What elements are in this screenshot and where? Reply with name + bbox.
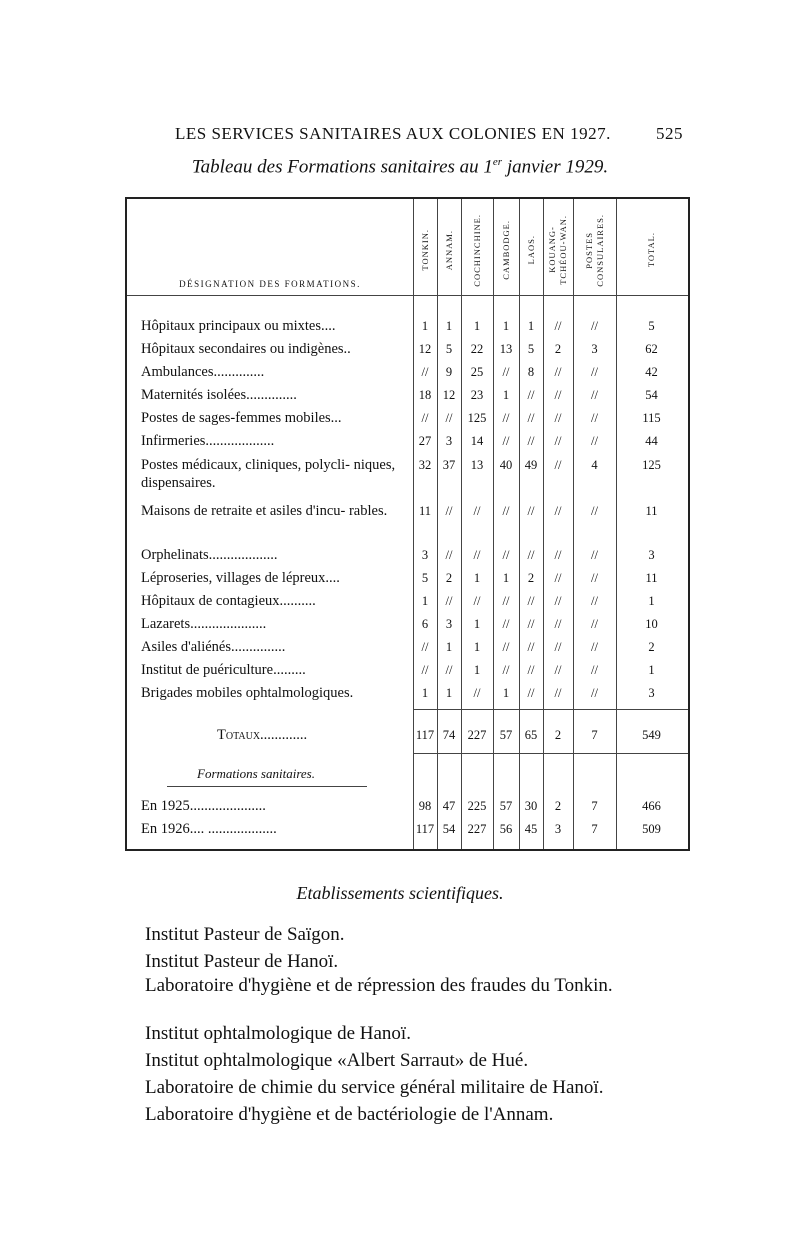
formations-table	[125, 197, 690, 851]
table-cell: //	[421, 365, 429, 379]
table-cell: //	[421, 640, 429, 654]
table-cell: 6	[421, 617, 429, 631]
table-cell: //	[421, 663, 429, 677]
row-label: Maisons de retraite et asiles d'incu- rables.	[141, 503, 388, 519]
table-cell: //	[554, 365, 562, 379]
row-label: Hôpitaux de contagieux..........	[141, 593, 316, 609]
table-cell: 5	[648, 319, 655, 333]
table-row	[127, 592, 688, 612]
table-cell: 1	[648, 594, 655, 608]
table-row	[127, 615, 688, 635]
table-cell: 25	[470, 365, 484, 379]
table-cell: 125	[642, 458, 661, 472]
table-cell: 2	[648, 640, 655, 654]
table-cell: 30	[524, 799, 538, 813]
table-cell: 227	[467, 822, 487, 836]
table-cell: 57	[499, 728, 513, 742]
scientific-item: Laboratoire d'hygiène et de bactériologie de l'Annam.	[145, 1104, 554, 1125]
table-row	[127, 569, 688, 589]
table-cell: 18	[418, 388, 432, 402]
row-label: Institut de puériculture.........	[141, 662, 306, 678]
table-cell: 227	[467, 728, 487, 742]
table-row	[127, 638, 688, 658]
caption-suffix: janvier 1929.	[502, 156, 609, 178]
table-cell: 22	[470, 342, 484, 356]
table-cell: //	[591, 640, 598, 654]
table-cell: 2	[445, 571, 453, 585]
table-row	[127, 409, 688, 429]
table-cell: 45	[524, 822, 538, 836]
row-label: Lazarets.....................	[141, 616, 267, 632]
table-cell: //	[527, 640, 535, 654]
table-row	[127, 317, 688, 337]
table-cell: 5	[527, 342, 535, 356]
row-label: Léproseries, villages de lépreux....	[141, 570, 340, 586]
column-header-label: TONKIN.	[419, 229, 430, 271]
table-cell: 44	[645, 434, 658, 448]
table-cell: 74	[442, 728, 456, 742]
table-cell: 1	[473, 663, 481, 677]
table-cell: 27	[418, 434, 432, 448]
column-header-label: ANNAM.	[443, 229, 454, 271]
table-cell: //	[554, 388, 562, 402]
row-label: En 1926.... ...................	[141, 821, 277, 837]
table-cell: 54	[442, 822, 456, 836]
table-cell: 1	[502, 319, 510, 333]
table-cell: //	[591, 617, 598, 631]
table-cell: 2	[527, 571, 535, 585]
table-row	[127, 432, 688, 452]
column-header	[413, 205, 437, 295]
table-cell: 5	[445, 342, 453, 356]
scientific-item: Institut ophtalmologique «Albert Sarraut» de Hué.	[145, 1050, 529, 1071]
table-cell: //	[445, 504, 453, 518]
table-cell: 98	[418, 799, 432, 813]
table-cell: 3	[554, 822, 562, 836]
table-cell: 3	[648, 548, 655, 562]
table-cell: 11	[645, 504, 658, 518]
column-header	[543, 205, 573, 295]
table-cell: 1	[502, 686, 510, 700]
column-header	[461, 205, 493, 295]
column-header-label: TOTAL.	[646, 232, 656, 268]
table-row	[127, 363, 688, 383]
table-cell: 509	[642, 822, 661, 836]
column-header-label: CAMBODGE.	[500, 220, 511, 280]
table-cell: //	[527, 411, 535, 425]
table-cell: 225	[467, 799, 487, 813]
table-cell: //	[502, 663, 510, 677]
table-cell: 3	[648, 686, 655, 700]
row-label: Postes de sages-femmes mobiles...	[141, 410, 342, 426]
table-cell: 3	[421, 548, 429, 562]
column-header-label: KOUANG- TCHÉOU-WAN.	[547, 215, 568, 285]
row-label: En 1925.....................	[141, 798, 266, 814]
table-cell: 49	[524, 458, 538, 472]
table-cell: 125	[467, 411, 487, 425]
table-cell: //	[473, 594, 481, 608]
table-cell: 1	[445, 640, 453, 654]
table-cell: 23	[470, 388, 484, 402]
scientific-item: Institut ophtalmologique de Hanoï.	[145, 1023, 411, 1044]
table-cell: //	[554, 617, 562, 631]
table-cell: //	[445, 663, 453, 677]
table-cell: 7	[591, 799, 598, 813]
table-cell: 3	[445, 434, 453, 448]
table-cell: 47	[442, 799, 456, 813]
table-cell: //	[554, 411, 562, 425]
table-row	[127, 684, 688, 704]
table-cell: //	[554, 663, 562, 677]
table-cell: 1	[421, 686, 429, 700]
table-cell: //	[527, 504, 535, 518]
table-cell: 11	[645, 571, 658, 585]
table-cell: 56	[499, 822, 513, 836]
table-cell: //	[591, 434, 598, 448]
table-cell: //	[554, 686, 562, 700]
row-label: Hôpitaux principaux ou mixtes....	[141, 318, 336, 334]
table-cell: 3	[591, 342, 598, 356]
column-header	[616, 205, 687, 295]
table-row	[127, 726, 688, 746]
table-cell: 7	[591, 822, 598, 836]
table-cell: 1	[502, 388, 510, 402]
table-cell: //	[554, 504, 562, 518]
table-cell: //	[445, 411, 453, 425]
row-label: Infirmeries...................	[141, 433, 275, 449]
page-number: 525	[656, 124, 683, 143]
subheading: Formations sanitaires.	[197, 766, 315, 781]
table-cell: 1	[527, 319, 535, 333]
column-header-label: COCHINCHINE.	[471, 213, 482, 287]
table-cell: 62	[645, 342, 658, 356]
table-cell: //	[445, 594, 453, 608]
table-cell: //	[502, 548, 510, 562]
table-cell: 54	[645, 388, 658, 402]
scientific-item: Laboratoire de chimie du service général militaire de Hanoï.	[145, 1077, 604, 1098]
column-header	[437, 205, 461, 295]
table-cell: //	[527, 686, 535, 700]
table-cell: 1	[502, 571, 510, 585]
table-cell: //	[591, 571, 598, 585]
table-cell: 14	[470, 434, 484, 448]
table-cell: 12	[418, 342, 432, 356]
table-cell: //	[554, 319, 562, 333]
scientific-item: Institut Pasteur de Saïgon.	[145, 924, 345, 945]
table-cell: //	[502, 504, 510, 518]
table-cell: 13	[499, 342, 513, 356]
table-cell: //	[502, 411, 510, 425]
table-row	[127, 546, 688, 566]
subheading-rule	[167, 786, 367, 787]
table-cell: 1	[473, 617, 481, 631]
table-cell: 11	[418, 504, 432, 518]
row-label: Postes médicaux, cliniques, polycli- niques, dispensaires.	[141, 457, 396, 491]
table-cell: //	[473, 686, 481, 700]
table-cell: 32	[418, 458, 432, 472]
table-cell: //	[421, 411, 429, 425]
table-cell: 5	[421, 571, 429, 585]
table-cell: 1	[473, 571, 481, 585]
table-cell: //	[527, 434, 535, 448]
table-cell: 10	[645, 617, 658, 631]
table-cell: //	[591, 504, 598, 518]
table-row	[127, 820, 688, 840]
scientific-item: Institut Pasteur de Hanoï.	[145, 951, 339, 972]
row-label: Maternités isolées..............	[141, 387, 297, 403]
table-cell: 9	[445, 365, 453, 379]
table-cell: //	[527, 663, 535, 677]
table-cell: //	[591, 548, 598, 562]
table-cell: 117	[415, 822, 435, 836]
row-label: Asiles d'aliénés...............	[141, 639, 286, 655]
table-cell: 1	[473, 640, 481, 654]
table-cell: //	[591, 594, 598, 608]
table-cell: 37	[442, 458, 456, 472]
designation-header: DÉSIGNATION DES FORMATIONS.	[179, 279, 361, 289]
column-header	[493, 205, 519, 295]
row-label: Hôpitaux secondaires ou indigènes..	[141, 341, 351, 357]
table-cell: //	[527, 617, 535, 631]
table-cell: 8	[527, 365, 535, 379]
table-cell: 12	[442, 388, 456, 402]
table-cell: //	[554, 458, 562, 472]
table-cell: //	[502, 594, 510, 608]
row-label: Totaux.............	[217, 727, 308, 743]
table-cell: //	[554, 434, 562, 448]
table-cell: //	[554, 640, 562, 654]
table-cell: 1	[421, 594, 429, 608]
table-cell: 117	[415, 728, 435, 742]
table-cell: //	[554, 571, 562, 585]
column-header-label: POSTES CONSULAIRES.	[583, 213, 605, 287]
table-cell: //	[502, 617, 510, 631]
row-label: Brigades mobiles ophtalmologiques.	[141, 685, 354, 701]
table-cell: 65	[524, 728, 538, 742]
running-title: LES SERVICES SANITAIRES AUX COLONIES EN 1927.	[175, 124, 611, 143]
table-cell: 1	[648, 663, 655, 677]
table-cell: //	[554, 594, 562, 608]
table-row	[127, 456, 688, 496]
table-cell: 3	[445, 617, 453, 631]
table-cell: //	[591, 365, 598, 379]
table-cell: //	[591, 686, 598, 700]
table-cell: //	[527, 388, 535, 402]
table-cell: 466	[642, 799, 661, 813]
table-cell: 549	[642, 728, 661, 742]
table-cell: //	[527, 594, 535, 608]
table-cell: 42	[645, 365, 658, 379]
table-cell: 115	[642, 411, 661, 425]
table-row	[127, 340, 688, 360]
table-cell: 1	[421, 319, 429, 333]
table-cell: 1	[473, 319, 481, 333]
table-cell: 13	[470, 458, 484, 472]
table-cell: //	[473, 504, 481, 518]
table-cell: //	[591, 411, 598, 425]
table-cell: //	[502, 640, 510, 654]
row-label: Ambulances..............	[141, 364, 265, 380]
table-cell: 1	[445, 686, 453, 700]
column-header	[573, 205, 616, 295]
table-cell: 57	[499, 799, 513, 813]
totals-bottom-rule	[413, 753, 688, 754]
table-cell: 40	[499, 458, 513, 472]
row-label: Orphelinats...................	[141, 547, 278, 563]
scientific-item: Laboratoire d'hygiène et de répression des fraudes du Tonkin.	[145, 975, 613, 996]
caption-prefix: Tableau des Formations sanitaires au 1	[191, 156, 493, 178]
caption-superscript: er	[492, 156, 503, 168]
table-cell: 2	[554, 728, 562, 742]
table-cell: //	[554, 548, 562, 562]
table-row	[127, 661, 688, 681]
table-cell: 7	[591, 728, 598, 742]
table-cell: 4	[591, 458, 598, 472]
section-title: Etablissements scientifiques.	[296, 883, 504, 903]
header-rule	[127, 295, 688, 296]
table-cell: //	[502, 434, 510, 448]
column-header	[519, 205, 543, 295]
table-row	[127, 502, 688, 542]
table-cell: //	[591, 319, 598, 333]
table-cell: //	[502, 365, 510, 379]
table-cell: //	[591, 663, 598, 677]
table-cell: //	[473, 548, 481, 562]
totals-rule	[413, 709, 688, 710]
table-cell: 2	[554, 799, 562, 813]
column-header-label: LAOS.	[525, 235, 536, 265]
table-row	[127, 797, 688, 817]
table-row	[127, 386, 688, 406]
running-header	[175, 124, 683, 144]
table-caption	[0, 156, 800, 178]
table-cell: 2	[554, 342, 562, 356]
table-cell: 1	[445, 319, 453, 333]
table-cell: //	[445, 548, 453, 562]
table-cell: //	[527, 548, 535, 562]
table-cell: //	[591, 388, 598, 402]
